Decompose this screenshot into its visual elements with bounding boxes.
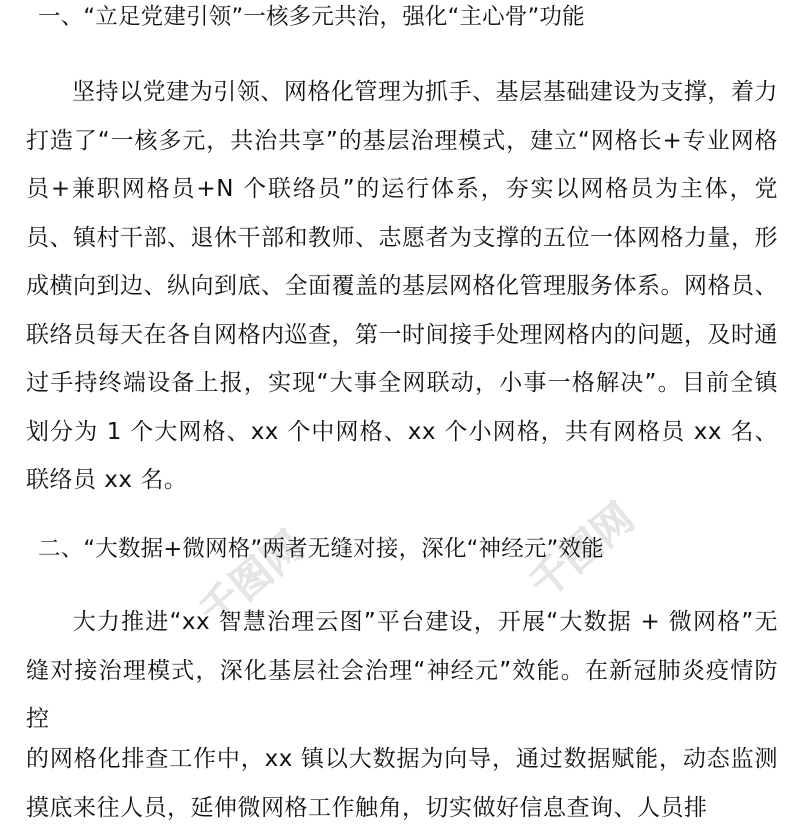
section2-paragraph-1 <box>26 598 778 744</box>
section2-paragraph-1-text: 大力推进“xx 智慧治理云图”平台建设，开展“大数据 + 微网格”无缝对接治理模式，深化基层社会治理“神经元”效能。在新冠肺炎疫情防控 <box>26 609 778 732</box>
section2-paragraph-2 <box>26 735 778 832</box>
section2-paragraph-2-text: 的网格化排查工作中，xx 镇以大数据为向导，通过数据赋能，动态监测摸底来往人员，延伸微网格工作触角，切实做好信息查询、人员排 <box>26 746 778 821</box>
section2-heading: 二、“大数据+微网格”两者无缝对接，深化“神经元”效能 <box>38 536 604 562</box>
section1-paragraph <box>26 68 778 505</box>
watermark: 千图网 <box>521 494 643 608</box>
watermark: 千图网 <box>191 522 313 636</box>
section1-heading: 一、“立足党建引领”一核多元共治，强化“主心骨”功能 <box>38 4 585 30</box>
section1-paragraph-text: 坚持以党建为引领、网格化管理为抓手、基层基础建设为支撑，着力打造了“一核多元，共治共享”的基层治理模式，建立“网格长+专业网格员+兼职网格员+N 个联络员”的运行体系，夯实以网格员为主体，党员、镇村干部、退休干部和教师、志愿者为支撑的五位一体网格力量，形成横向到边、纵向到底、全面覆盖的基层网格化管理服务体系。网格员、联络员每天在各自网格内巡查，第一时间接手处理网格内的问题，及时通过手持终端设备上报，实现“大事全网联动，小事一格解决”。目前全镇划分为 1 个大网格、xx 个中网格、xx 个小网格，共有网格员 xx 名、联络员 xx 名。 <box>26 79 778 493</box>
